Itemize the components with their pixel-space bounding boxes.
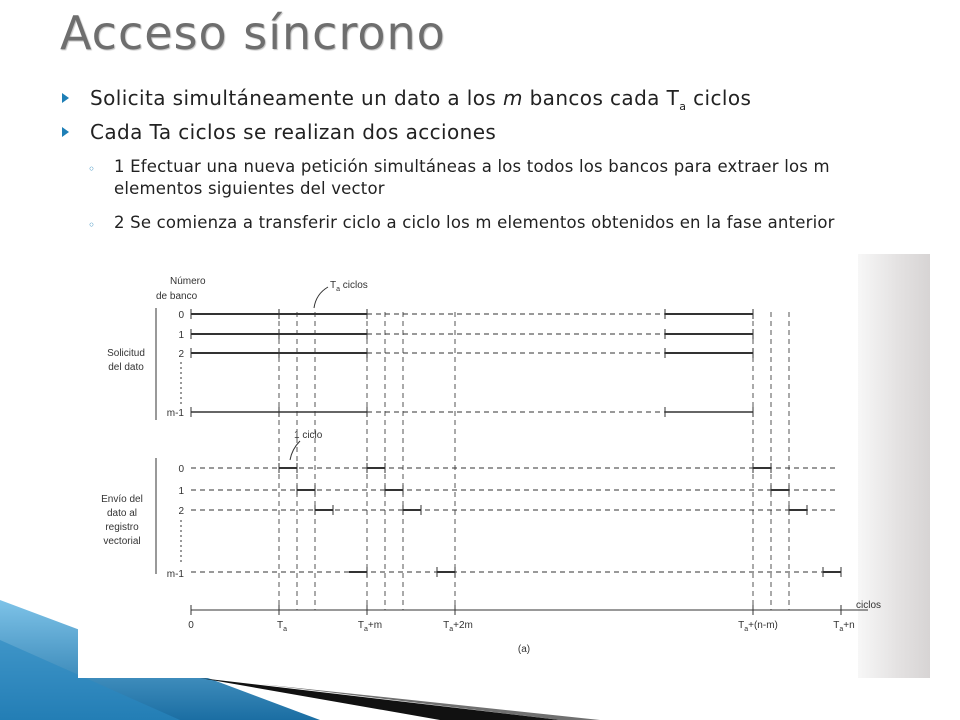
send-bank-m1: m-1: [166, 569, 184, 580]
tick-label-ta-m-rest: +m: [367, 620, 383, 631]
bullet-1-italic: m: [502, 86, 523, 110]
bullet-2-text: Cada Ta ciclos se realizan dos acciones: [90, 120, 497, 144]
ta-cycles-rest: ciclos: [340, 280, 368, 291]
section-send-3: registro: [105, 522, 139, 533]
tick-label-ta-m-sub: a: [364, 626, 368, 633]
bullet-1-text: [90, 86, 942, 113]
req-bank-m1: m-1: [166, 408, 184, 419]
one-cycle-label: 1 ciclo: [294, 430, 323, 441]
bank-header-1: Número: [170, 276, 206, 287]
section-request-1: Solicitud: [107, 348, 145, 359]
bullet-2: [62, 120, 942, 144]
bank-header-2: de banco: [156, 291, 198, 302]
req-bank-1: 1: [178, 330, 184, 341]
bullet-1-text-b: bancos cada T: [522, 86, 680, 110]
circle-bullet-icon: ◦: [88, 162, 96, 176]
bullet-1-text-c: ciclos: [686, 86, 752, 110]
send-bank-2: 2: [178, 506, 184, 517]
arrow-bullet-icon: [62, 93, 69, 103]
tick-label-ta-n-m-main: T: [738, 620, 745, 631]
tick-label-ta-m-main: T: [357, 620, 365, 631]
send-bank-0: 0: [178, 464, 184, 475]
section-request-2: del dato: [108, 362, 144, 373]
scan-edge: [858, 254, 930, 678]
tick-label-ta-n-sub: a: [839, 626, 844, 633]
tick-label-ta-n-main: T: [833, 620, 840, 631]
ta-cycles-sub: a: [336, 286, 341, 293]
diagram-caption: (a): [517, 644, 531, 655]
section-send-4: vectorial: [103, 536, 141, 547]
tick-label-ta-2m-sub: a: [449, 626, 454, 633]
sub-bullet-2: [88, 212, 878, 234]
tick-label-ta-main: T: [276, 620, 284, 631]
sub-bullet-2-text: 2 Se comienza a transferir ciclo a ciclo los m elementos obtenidos en la fase anterior: [114, 213, 835, 232]
sub-bullet-1-text: 1 Efectuar una nueva petición simultáneas a los todos los bancos para extraer los m elementos siguientes del vector: [114, 157, 830, 198]
section-send-2: dato al: [106, 508, 138, 519]
req-bank-2: 2: [178, 349, 184, 360]
bullet-1-sub: a: [679, 100, 687, 113]
tick-label-ta-sub: a: [283, 626, 288, 633]
sync-access-timing-diagram: [78, 254, 882, 678]
sub-bullet-1: [88, 156, 878, 200]
circle-bullet-icon: ◦: [88, 218, 96, 232]
axis-label: ciclos: [856, 600, 882, 611]
req-bank-0: 0: [178, 310, 184, 321]
tick-label-ta-2m-main: T: [443, 620, 450, 631]
arrow-bullet-icon: [62, 127, 69, 137]
slide-title: Acceso síncrono: [60, 6, 446, 60]
tick-label-ta-n-m-rest: +(n-m): [748, 620, 778, 631]
ta-cycles-T: T: [330, 280, 337, 291]
tick-label-ta-n-m-sub: a: [744, 626, 749, 633]
tick-label-ta-2m-rest: +2m: [453, 620, 473, 631]
section-send-1: Envío del: [101, 494, 143, 505]
tick-label-0: [188, 620, 194, 631]
bullet-1: [62, 86, 942, 113]
tick-label-ta-n-rest: +n: [843, 620, 855, 631]
bullet-1-text-a: Solicita simultáneamente un dato a los: [90, 86, 503, 110]
send-bank-1: 1: [178, 486, 184, 497]
tick-label-0-main: 0: [188, 620, 194, 631]
diagram-background: [78, 254, 858, 678]
